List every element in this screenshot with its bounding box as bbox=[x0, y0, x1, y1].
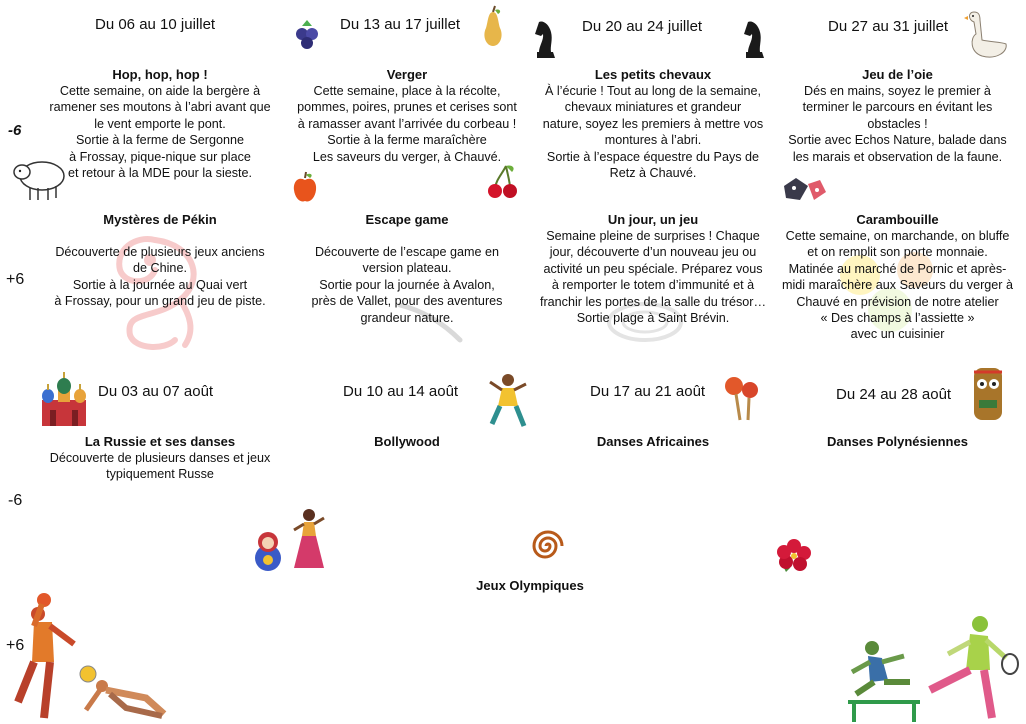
tiki-mask-icon bbox=[972, 366, 1004, 422]
activity-line: Sortie à la ferme maraîchère bbox=[327, 133, 487, 148]
activity-line: chevaux miniatures et grandeur bbox=[564, 100, 742, 115]
volleyball-player-icon bbox=[66, 664, 170, 720]
activity-line: à Frossay, pique-nique sur place bbox=[69, 149, 251, 164]
activity-title: Un jour, un jeu bbox=[607, 212, 699, 227]
activity-line: Sortie avec Echos Nature, balade dans bbox=[788, 133, 1007, 148]
activity-cell-august-w3-minus6 bbox=[518, 433, 788, 450]
activity-line: Les saveurs du verger, à Chauvé. bbox=[312, 149, 502, 164]
activity-line: avec un cuisinier bbox=[850, 327, 945, 342]
activity-cell-july-w3-minus6 bbox=[518, 66, 788, 181]
activity-cell-august-w2-minus6 bbox=[272, 433, 542, 450]
activity-title: Jeu de l’oie bbox=[862, 67, 933, 82]
kremlin-icon bbox=[36, 368, 92, 428]
activity-line: Sortie pour la journée à Avalon, bbox=[319, 277, 495, 292]
activity-line: typiquement Russe bbox=[106, 467, 214, 482]
activity-line: et on remplit son porte monnaie. bbox=[807, 245, 988, 260]
activity-cell-august-w4-minus6 bbox=[770, 433, 1025, 450]
indian-dancer-icon bbox=[292, 508, 326, 570]
hurdler-icon bbox=[844, 638, 926, 722]
pear-icon bbox=[480, 6, 506, 48]
activity-line: Chauvé en prévision de notre atelier bbox=[796, 294, 999, 309]
maracas-icon bbox=[722, 376, 762, 422]
week-header-august-4: Du 24 au 28 août bbox=[836, 386, 952, 403]
week-header-july-3: Du 20 au 24 juillet bbox=[582, 18, 703, 35]
week-header-august-2: Du 10 au 14 août bbox=[343, 383, 459, 400]
activity-line: à ramasser avant l’arrivée du corbeau ! bbox=[297, 116, 517, 131]
activity-line: Sortie plage à Saint Brévin. bbox=[576, 311, 730, 326]
activity-title: Les petits chevaux bbox=[594, 67, 712, 82]
activity-cell-july-w4-minus6 bbox=[770, 66, 1025, 165]
activity-line: montures à l’abri. bbox=[604, 133, 702, 148]
activity-cell-july-w3-plus6 bbox=[518, 211, 788, 326]
activity-title: Danses Africaines bbox=[596, 434, 710, 449]
activity-line: pommes, poires, prunes et cerises sont bbox=[297, 100, 517, 115]
tennis-player-icon bbox=[926, 614, 1020, 722]
activity-line: Sortie à l’espace équestre du Pays de bbox=[546, 149, 760, 164]
activity-title: Hop, hop, hop ! bbox=[112, 67, 208, 82]
activity-line: activité un peu spéciale. Préparez vous bbox=[543, 261, 763, 276]
week-header-july-1: Du 06 au 10 juillet bbox=[95, 16, 216, 33]
activity-line: Découverte de plusieurs jeux anciens bbox=[55, 245, 265, 259]
activity-line: Matinée au marché de Pornic et après- bbox=[788, 261, 1007, 276]
activity-line: Retz à Chauvé. bbox=[609, 166, 697, 181]
activity-title: Verger bbox=[386, 67, 428, 82]
hibiscus-icon bbox=[776, 538, 812, 572]
apple-icon bbox=[292, 172, 318, 204]
activity-line: ramener ses moutons à l’abri avant que bbox=[49, 100, 271, 115]
activity-cell-july-w4-plus6 bbox=[770, 211, 1025, 343]
dice-icon bbox=[780, 172, 828, 204]
chess-knight-icon bbox=[742, 18, 768, 60]
activity-line: version plateau. bbox=[362, 261, 452, 276]
week-header-august-1: Du 03 au 07 août bbox=[98, 383, 214, 400]
activity-line: le vent emporte le pont. bbox=[94, 116, 226, 131]
age-label-minus6-august: -6 bbox=[8, 492, 23, 509]
activity-line: jour, découverte d’un nouveau jeu ou bbox=[549, 245, 757, 260]
activity-title: Danses Polynésiennes bbox=[827, 434, 968, 449]
bollywood-dancer-icon bbox=[488, 372, 528, 428]
activity-line: « Des champs à l’assiette » bbox=[820, 311, 975, 326]
chess-knight-icon bbox=[533, 18, 559, 60]
sheep-icon bbox=[10, 150, 68, 204]
goose-icon bbox=[966, 8, 1010, 62]
activity-line: grandeur nature. bbox=[360, 310, 454, 325]
activity-line: Cette semaine, place à la récolte, bbox=[313, 84, 501, 98]
activity-title: La Russie et ses danses bbox=[84, 434, 236, 449]
activity-line: à remporter le totem d’immunité et à bbox=[551, 278, 755, 293]
activity-line: Cette semaine, on marchande, on bluffe bbox=[785, 229, 1010, 243]
activity-line: Découverte de plusieurs danses et jeux bbox=[49, 451, 271, 465]
activity-line: nature, soyez les premiers à mettre vos bbox=[542, 116, 764, 131]
blueberries-icon bbox=[292, 18, 322, 50]
activity-line: et retour à la MDE pour la sieste. bbox=[67, 166, 253, 181]
matryoshka-icon bbox=[254, 530, 282, 572]
age-label-plus6-july: +6 bbox=[6, 271, 25, 288]
activity-line: obstacles ! bbox=[867, 116, 928, 131]
activity-cell-july-w1-plus6 bbox=[20, 211, 300, 310]
activity-line: Semaine pleine de surprises ! Chaque bbox=[546, 229, 760, 243]
activity-line: de Chine. bbox=[133, 261, 187, 276]
age-label-plus6-august: +6 bbox=[6, 637, 25, 654]
activity-line: Dés en mains, soyez le premier à bbox=[804, 84, 991, 98]
activity-line: midi maraîchère aux Saveurs du verger à bbox=[782, 278, 1013, 293]
activity-line: Cette semaine, on aide la bergère à bbox=[59, 84, 261, 98]
olympic-games-title: Jeux Olympiques bbox=[476, 578, 584, 593]
week-header-july-4: Du 27 au 31 juillet bbox=[828, 18, 949, 35]
activity-line: Sortie à la ferme de Sergonne bbox=[75, 133, 245, 148]
activity-cell-july-w2-minus6 bbox=[272, 66, 542, 165]
activity-line: Découverte de l’escape game en bbox=[314, 245, 500, 259]
activity-line: à Frossay, pour un grand jeu de piste. bbox=[54, 294, 266, 309]
activity-title: Escape game bbox=[365, 212, 449, 227]
activity-line: terminer le parcours en évitant les bbox=[802, 100, 993, 115]
activity-line: Sortie à la journée au Quai vert bbox=[72, 277, 248, 292]
activity-line: franchir les portes de la salle du trésor… bbox=[539, 294, 767, 309]
activity-title: Bollywood bbox=[374, 434, 440, 449]
spiral-icon bbox=[530, 528, 566, 564]
cherries-icon bbox=[486, 164, 520, 200]
activity-line: À l’écurie ! Tout au long de la semaine, bbox=[544, 84, 762, 98]
activity-title: Carambouille bbox=[856, 212, 939, 227]
activity-cell-july-w2-plus6 bbox=[272, 211, 542, 326]
activity-title: Mystères de Pékin bbox=[103, 212, 217, 227]
age-label-minus6-july: -6 bbox=[8, 122, 22, 139]
activity-line: près de Vallet, pour des aventures bbox=[311, 294, 503, 309]
week-header-august-3: Du 17 au 21 août bbox=[590, 383, 706, 400]
activity-cell-august-w1-minus6 bbox=[20, 433, 300, 483]
week-header-july-2: Du 13 au 17 juillet bbox=[340, 16, 461, 33]
activity-line: les marais et observation de la faune. bbox=[792, 149, 1003, 164]
